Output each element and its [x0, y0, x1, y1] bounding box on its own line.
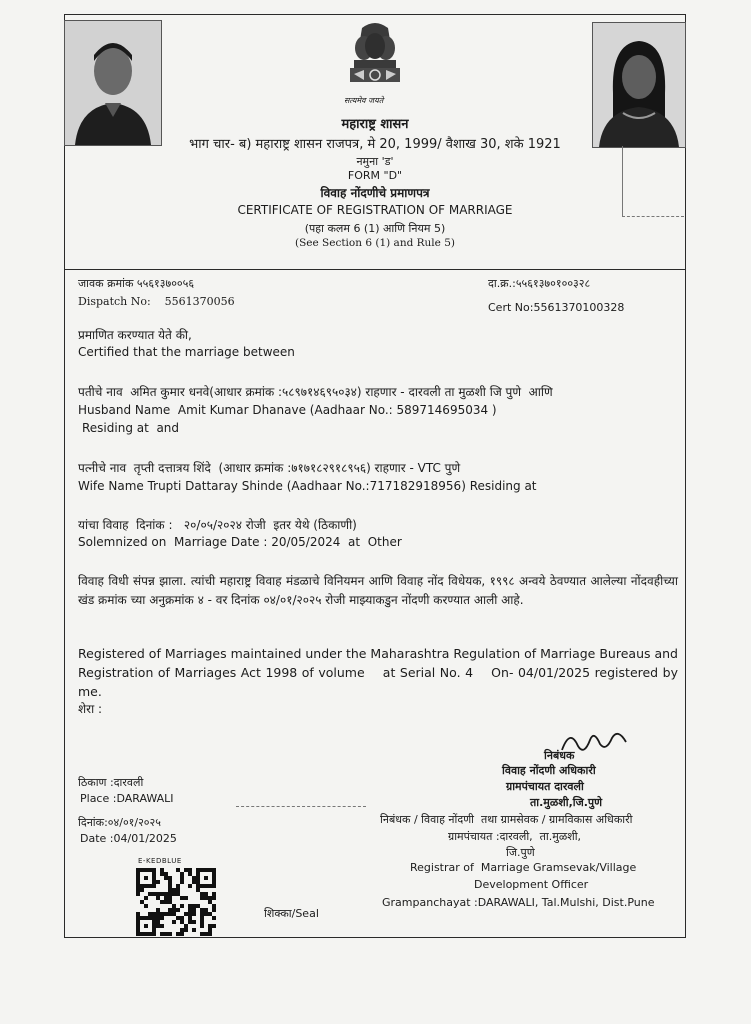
title-english: CERTIFICATE OF REGISTRATION OF MARRIAGE: [237, 203, 513, 217]
state-name: महाराष्ट्र शासन: [341, 117, 409, 132]
marriage-date-marathi: यांचा विवाह दिनांक : २०/०५/२०२४ रोजी इतर येथे (ठिकाणी): [78, 518, 357, 532]
date-marathi: दिनांक:०४/०१/२०२५: [78, 816, 161, 829]
place-marathi: ठिकाण :दारवली: [78, 776, 144, 789]
dispatch-marathi: जावक क्रमांक ५५६१३७००५६: [78, 277, 195, 290]
marriage-date-english: Solemnized on Marriage Date : 20/05/2024 at Other: [78, 535, 402, 549]
place-divider: [236, 806, 366, 807]
form-english: FORM "D": [347, 169, 403, 182]
form-marathi: नमुना 'ड': [356, 155, 394, 168]
stamp-line-1: निबंधक: [544, 749, 575, 762]
seal-label: शिक्का/Seal: [264, 907, 319, 920]
husband-english: Husband Name Amit Kumar Dhanave (Aadhaar No.: 589714695034 ): [78, 403, 497, 417]
husband-residing: Residing at and: [82, 421, 180, 435]
gazette-line: भाग चार- ब) महाराष्ट्र शासन राजपत्र, मे 20, 1999/ वैशाख 30, शके 1921: [189, 137, 561, 152]
registrar-marathi-3: जि.पुणे: [506, 846, 535, 859]
place-english: Place :DARAWALI: [80, 792, 174, 805]
remarks-label: शेरा :: [78, 702, 103, 716]
qr-caption: E-KEDBLUE: [138, 857, 182, 865]
wife-english: Wife Name Trupti Dattaray Shinde (Aadhaar No.:717182918956) Residing at: [78, 479, 537, 493]
dispatch-english: Dispatch No: 5561370056: [78, 295, 235, 308]
stamp-line-3: ग्रामपंचायत दारवली: [506, 780, 584, 793]
section-marathi: (पहा कलम 6 (1) आणि नियम 5): [304, 222, 446, 235]
title-marathi: विवाह नोंदणीचे प्रमाणपत्र: [320, 186, 430, 200]
registrar-english-3: Grampanchayat :DARAWALI, Tal.Mulshi, Dist.Pune: [382, 896, 655, 909]
certified-english: Certified that the marriage between: [78, 345, 295, 359]
husband-marathi: पतीचे नाव अमित कुमार धनवे(आधार क्रमांक :५८९७१४६९५०३४) राहणार - दारवली ता मुळशी जि पुणे आणि: [78, 385, 553, 399]
registrar-english-1: Registrar of Marriage Gramsevak/Village: [410, 861, 637, 874]
header-divider: [64, 269, 686, 270]
registration-marathi: विवाह विधी संपन्न झाला. त्यांची महाराष्ट्र विवाह मंडळाचे विनियमन आणि विवाह नोंद विधेयक, १९९८ अन्वये ठेवण्यात आलेल्या नोंदवहीच्या खंड क्रमांक च्या अनुक्रमांक ४ - वर दिनांक ०४/०१/२०२५ रोजी माझ्याकडुन नोंदणी करण्यात आली आहे.: [78, 574, 678, 607]
section-english: (See Section 6 (1) and Rule 5): [294, 237, 455, 249]
registrar-english-2: Development Officer: [474, 878, 589, 891]
date-english: Date :04/01/2025: [80, 832, 177, 845]
qr-code-icon: [136, 868, 216, 936]
stamp-line-4: ता.मुळशी,जि.पुणे: [530, 796, 603, 809]
stamp-line-2: विवाह नोंदणी अधिकारी: [502, 764, 596, 777]
cert-marathi: दा.क्र.:५५६१३७०१००३२८: [488, 277, 591, 290]
wife-marathi: पत्नीचे नाव तृप्ती दत्तात्रय शिंदे (आधार क्रमांक :७१७१८२९१८९५६) राहणार - VTC पुणे: [78, 461, 461, 475]
registrar-marathi-1: निबंधक / विवाह नोंदणी तथा ग्रामसेवक / ग्रामविकास अधिकारी: [380, 813, 633, 826]
registrar-marathi-2: ग्रामपंचायत :दारवली, ता.मुळशी,: [448, 830, 582, 843]
certified-marathi: प्रमाणित करण्यात येते की,: [78, 328, 192, 342]
cert-english: Cert No:5561370100328: [488, 301, 625, 314]
registration-english: Registered of Marriages maintained under the Maharashtra Regulation of Marriage Bureaus and Registration of Marriages Act 1998 of volume at Serial No. 4 On- 04/01/2025 registered by me.: [78, 646, 682, 699]
emblem-motto: सत्यमेव जयते: [344, 96, 384, 105]
